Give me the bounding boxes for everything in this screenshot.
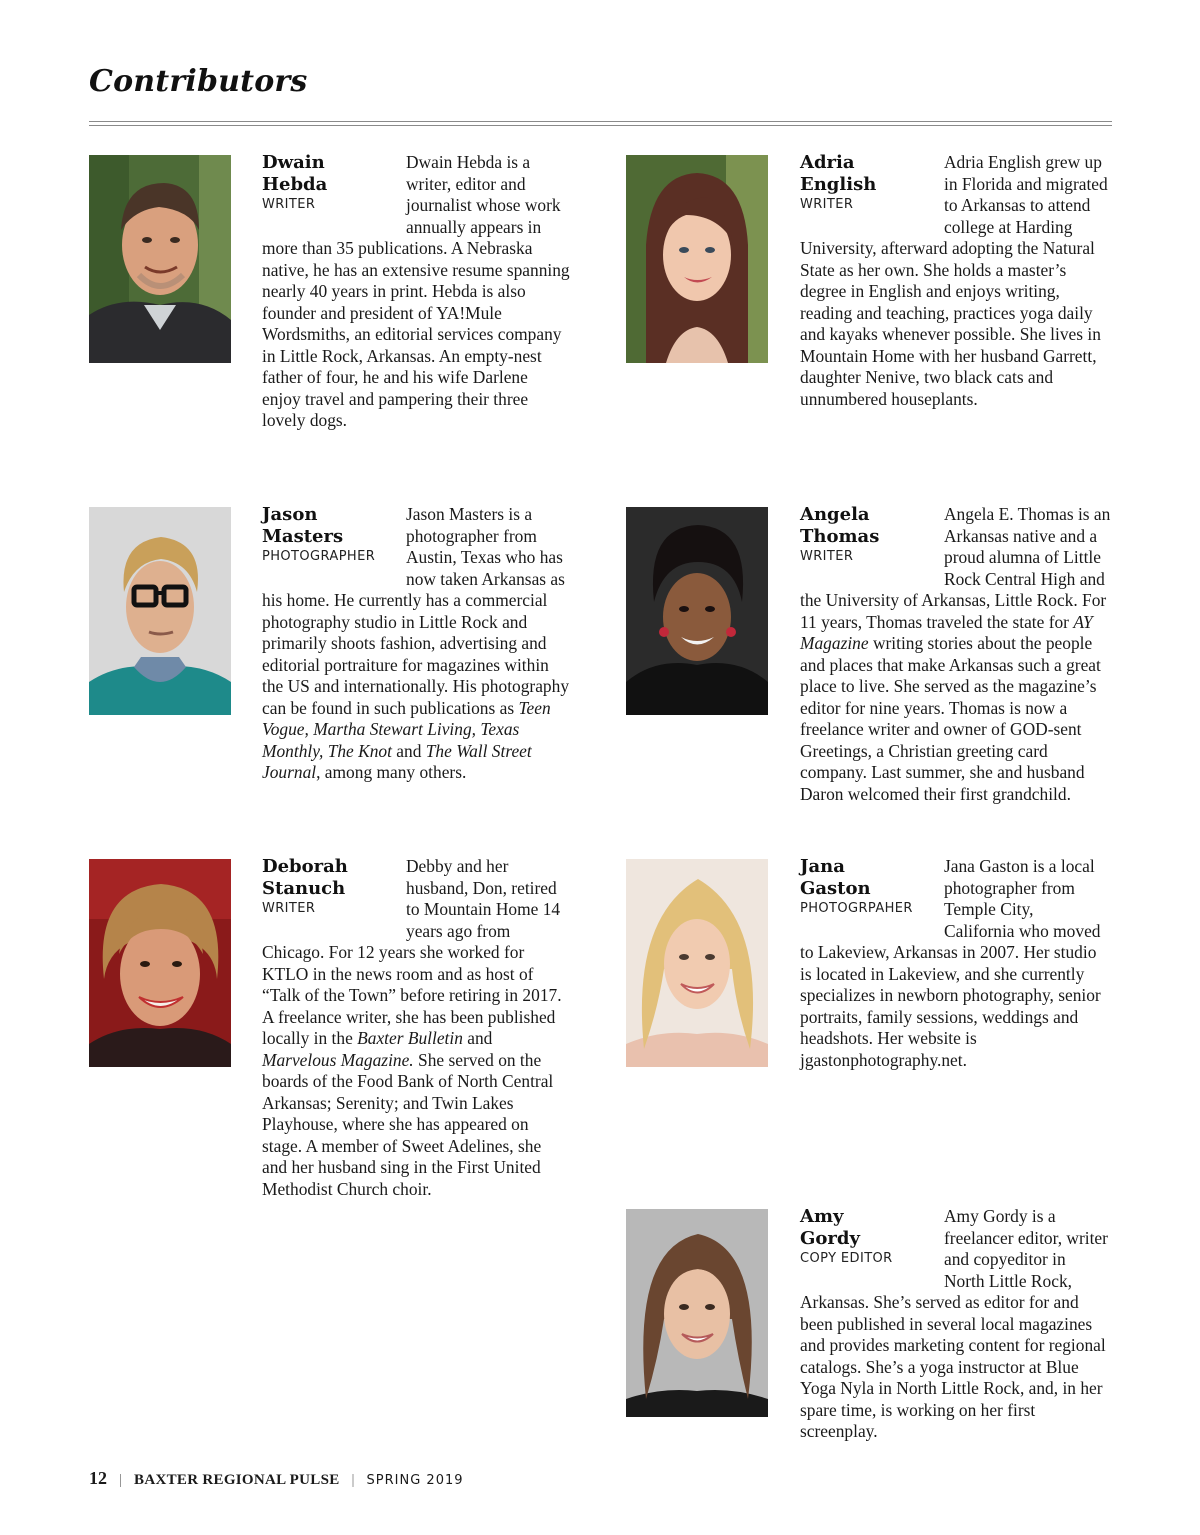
contributor-bio: Jana Gaston is a local photographer from Temple City, California who moved to Lakeview, Arkansas in 2007. Her studio is located in Lakeview, and she currently specializes in newborn photography, senior portraits, family sessions, weddings and headshots. Her website is jgastonphotography.net. — [800, 856, 1101, 1070]
portrait-dwain-hebda — [89, 155, 231, 363]
contributor-first-name: Deborah — [262, 856, 348, 877]
contributor-text — [800, 504, 1118, 805]
contributor-role: PHOTOGRAPHER — [262, 549, 376, 564]
contributor-text — [262, 856, 570, 1200]
bio-segment: She served on the boards of the Food Bank of North Central Arkansas; Serenity; and Twin Lakes Playhouse, where she has appeared on stage. A member of Sweet Adelines, she and her husband sing in the First United Methodist Church choir. — [262, 1049, 554, 1199]
contributor-heading — [262, 856, 406, 938]
bio-segment: Jason Masters is a photographer from Austin, Texas who has now taken Arkansas as his home. He currently has a commercial photography studio in Little Rock and primarily shoots fashion, advertising and editorial portraiture for magazines within the US and internationally. His photography can be found in such publications as — [262, 504, 570, 718]
contributor-first-name: Jana — [800, 856, 845, 877]
contributor-first-name: Jason — [262, 504, 318, 525]
contributor-role: PHOTOGRPAHER — [800, 901, 913, 916]
page-footer — [89, 1468, 464, 1489]
bio-publication-italic: AY Magazine — [800, 611, 1093, 653]
contributor-role: WRITER — [800, 549, 854, 564]
contributor-bio: Amy Gordy is a freelancer editor, writer and copyeditor in North Little Rock, Arkansas. She’s served as editor for and been published in several local magazines and provides marketing content for regional catalogs. She’s a yoga instructor at Blue Yoga Nyla in North Little Rock, and, in her spare time, is working on her first screenplay. — [800, 1206, 1108, 1441]
contributor-last-name: English — [800, 173, 877, 195]
portrait-jason-masters — [89, 507, 231, 715]
bio-segment: and — [462, 1028, 493, 1048]
contributor-heading — [800, 504, 944, 586]
contributor-last-name: Thomas — [800, 525, 880, 547]
contributor-heading — [800, 152, 944, 234]
bio-segment: writing stories about the people and places that make Arkansas such a great place to live. She served as the magazine’s editor for nine years. Thomas is now a freelance writer and owner of GOD-sent Greetings, a Christian greeting card company. Last summer, she and husband Daron welcomed their first grandchild. — [800, 633, 1101, 804]
bio-segment: , among many others. — [316, 762, 467, 782]
bio-segment: Angela E. Thomas is an Arkansas native and a proud alumna of Little Rock Central High and the University of Arkansas, Little Rock. For 11 years, Thomas traveled the state for — [800, 504, 1111, 632]
page-number: 12 — [89, 1468, 107, 1488]
contributor-heading — [800, 856, 944, 938]
issue-label: SPRING 2019 — [366, 1473, 464, 1488]
contributor-heading — [262, 504, 406, 586]
contributor-text — [262, 152, 570, 432]
portrait-deborah-stanuch — [89, 859, 231, 1067]
portrait-jana-gaston — [626, 859, 768, 1067]
contributor-text — [800, 152, 1108, 410]
portrait-adria-english — [626, 155, 768, 363]
contributor-text — [262, 504, 570, 784]
portrait-angela-thomas — [626, 507, 768, 715]
page-title: Contributors — [89, 64, 308, 99]
contributor-heading — [262, 152, 406, 234]
contributor-bio: Dwain Hebda is a writer, editor and journalist whose work annually appears in more than 35 publications. A Nebraska native, he has an extensive resume spanning nearly 40 years in print. Hebda is also founder and president of YA!Mule Wordsmiths, an editorial services company in Little Rock, Arkansas. An empty-nest father of four, he and his wife Darlene enjoy travel and pampering their three lovely dogs. — [262, 152, 570, 430]
contributor-last-name: Masters — [262, 525, 344, 547]
title-rule-bottom — [89, 125, 1112, 126]
contributor-last-name: Gordy — [800, 1227, 860, 1249]
bio-publication-italic: Teen Vogue, Martha Stewart Living, Texas Monthly, The Knot — [262, 697, 551, 761]
contributor-first-name: Angela — [800, 504, 870, 525]
bio-segment: and — [391, 740, 426, 761]
contributor-first-name: Adria — [800, 152, 855, 173]
publication-name: BAXTER REGIONAL PULSE — [134, 1472, 340, 1488]
bio-publication-italic: Baxter Bulletin — [357, 1028, 463, 1048]
footer-separator: | — [119, 1472, 123, 1488]
contributor-last-name: Stanuch — [262, 877, 346, 899]
contributor-last-name: Gaston — [800, 877, 871, 899]
contributor-role: COPY EDITOR — [800, 1251, 893, 1266]
contributor-first-name: Amy — [800, 1206, 844, 1227]
portrait-amy-gordy — [626, 1209, 768, 1417]
contributor-role: WRITER — [800, 197, 854, 212]
contributor-heading — [800, 1206, 944, 1288]
bio-publication-italic: Marvelous Magazine. — [262, 1049, 414, 1070]
bio-segment: Debby and her husband, Don, retired to Mountain Home 14 years ago from Chicago. For 12 years she worked for KTLO in the news room and as host of “Talk of the Town” before retiring in 2017. A freelance writer, she has been published locally in the — [262, 856, 562, 1048]
contributor-bio: Adria English grew up in Florida and migrated to Arkansas to attend college at Harding University, afterward adopting the Natural State as her own. She holds a master’s degree in English and enjoys writing, reading and teaching, practices yoga daily and kayaks whenever possible. She lives in Mountain Home with her husband Garrett, daughter Nenive, two black cats and unnumbered houseplants. — [800, 152, 1108, 409]
footer-separator: | — [351, 1472, 355, 1488]
bio-publication-italic: The Wall Street Journal — [262, 740, 532, 782]
title-rule-top — [89, 121, 1112, 122]
contributor-first-name: Dwain — [262, 152, 325, 173]
contributor-text — [800, 856, 1108, 1071]
contributor-last-name: Hebda — [262, 173, 328, 195]
contributor-role: WRITER — [262, 197, 316, 212]
contributor-role: WRITER — [262, 901, 316, 916]
contributor-text — [800, 1206, 1108, 1443]
